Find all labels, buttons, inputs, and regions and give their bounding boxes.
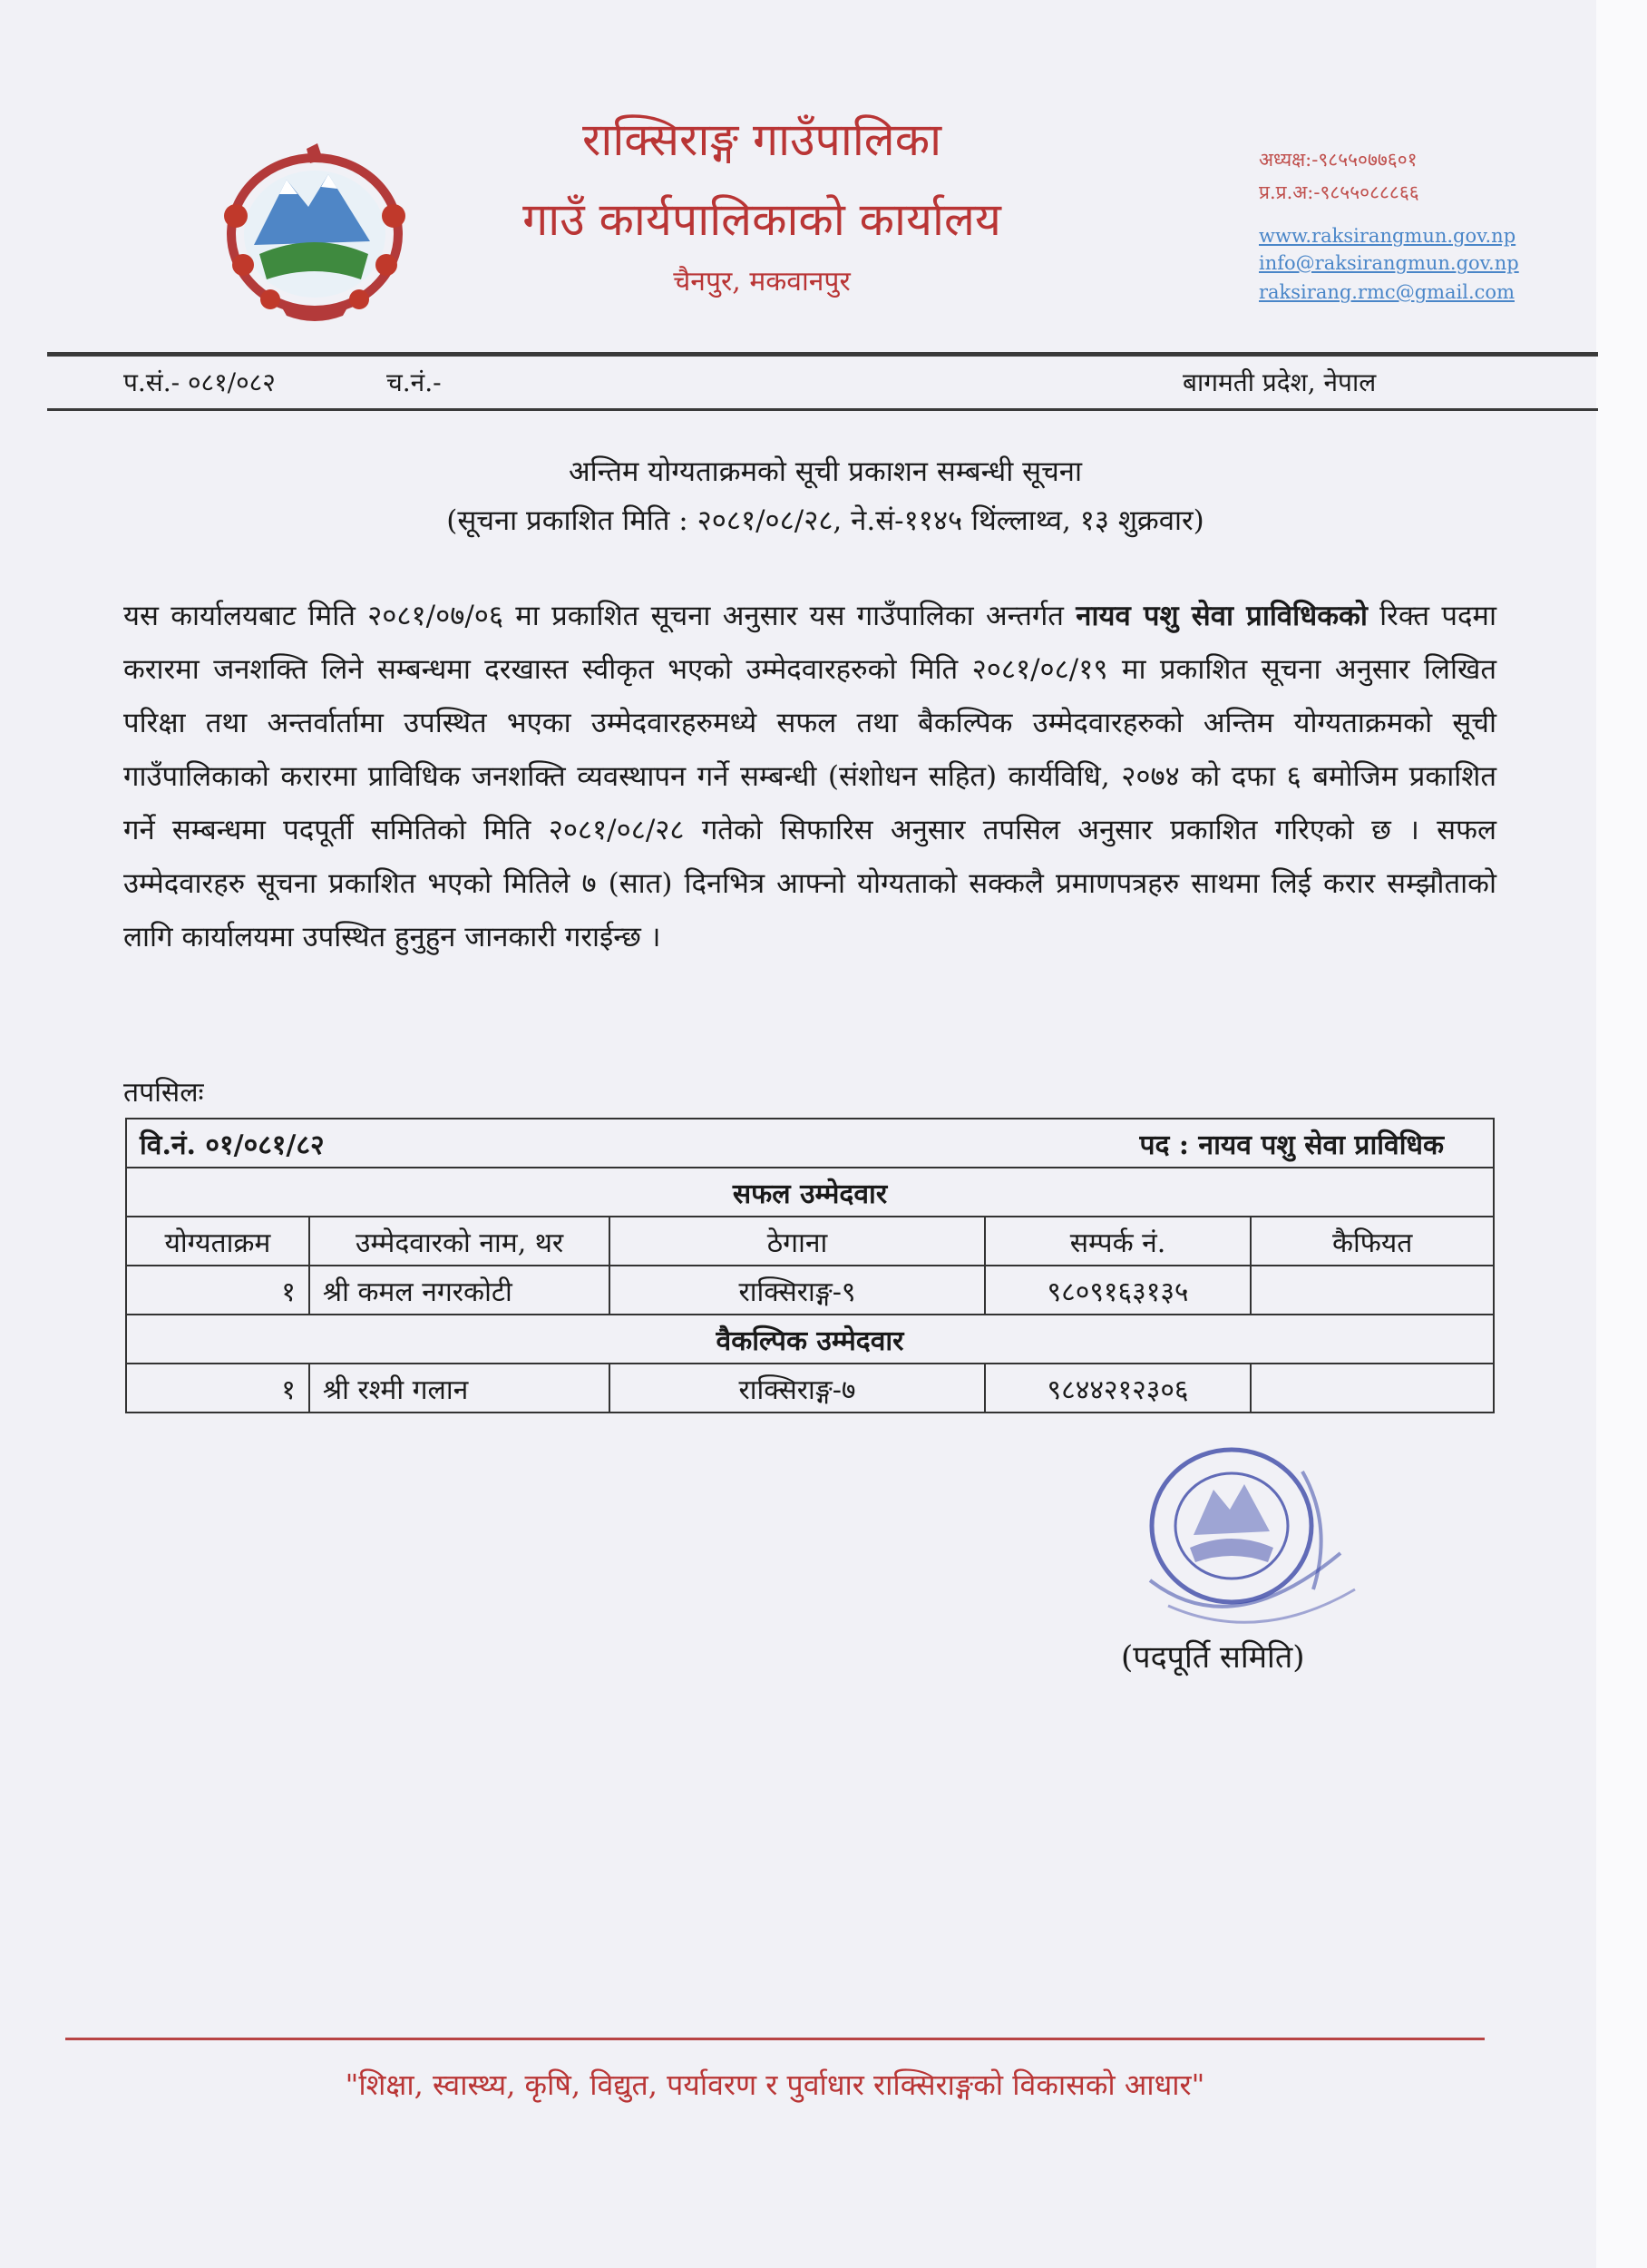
office-name: गाउँ कार्यपालिकाको कार्यालय [522,193,1001,246]
footer-rule [65,2038,1485,2040]
gmail-link[interactable]: raksirang.rmc@gmail.com [1259,281,1515,303]
advertisement-number: वि.नं. ०१/०८१/८२ [140,1129,325,1161]
rank-cell: १ [126,1364,309,1413]
alternate-heading: वैकल्पिक उम्मेदवार [126,1315,1494,1364]
committee-signature: (पदपूर्ति समिति) [1121,1639,1305,1676]
post-name-bold: नायव पशु सेवा प्राविधिकको [1076,600,1368,632]
address-cell: राक्सिराङ्ग-९ [609,1266,984,1315]
col-rank: योग्यताक्रम [126,1217,309,1266]
body-text-1: यस कार्यालयबाट मिति २०८१/०७/०६ मा प्रकाशित सूचना अनुसार यस गाउँपालिका अन्तर्गत [123,600,1077,632]
header-rule-bottom [47,408,1598,411]
footer-motto: "शिक्षा, स्वास्थ्य, कृषि, विद्युत, पर्यावरण र पुर्वाधार राक्सिराङ्गको विकासको आधार" [345,2068,1205,2102]
phone-cell: ९८४४२१२३०६ [985,1364,1252,1413]
province: बागमती प्रदेश, नेपाल [1183,367,1377,397]
table-row [126,1364,1494,1413]
header-rule-top [47,352,1598,357]
official-seal-icon [1132,1435,1359,1644]
column-header-row [126,1217,1494,1266]
remarks-cell [1251,1266,1494,1315]
success-heading-row [126,1168,1494,1217]
candidate-table [125,1118,1495,1413]
address-cell: राक्सिराङ्ग-७ [609,1364,984,1413]
cao-phone: प्र.प्र.अ:-९८५५०८८८६६ [1259,181,1419,203]
body-text-2: रिक्त पदमा करारमा जनशक्ति लिने सम्बन्धमा दरखास्त स्वीकृत भएको उम्मेदवारहरुको मिति २०८१/०८/१९ मा प्रकाशित सूचना अनुसार लिखित परिक्षा तथा अन्तर्वार्तामा उपस्थित भएका उम्मेदवारहरुमध्ये सफल तथा बैकल्पिक उम्मेदवारहरुको अन्तिम योग्यताक्रमको सूची गाउँपालिकाको करारमा प्राविधिक जनशक्ति व्यवस्थापन गर्ने सम्बन्धी (संशोधन सहित) कार्यविधि, २०७४ को दफा ६ बमोजिम प्रकाशित गर्ने सम्बन्धमा पदपूर्ती समितिको मिति २०८१/०८/२८ गतेको सिफारिस अनुसार तपसिल अनुसार प्रकाशित गरिएको छ । सफल उम्मेदवारहरु सूचना प्रकाशित भएको मितिले ७ (सात) दिनभित्र आफ्नो योग्यताको सक्कलै प्रमाणपत्रहरु साथमा लिई करार सम्झौताको लागि कार्यालयमा उपस्थित हुनुहुन जानकारी गराईन्छ । [123,600,1496,953]
notice-title: अन्तिम योग्यताक्रमको सूची प्रकाशन सम्बन्धी सूचना [568,455,1083,488]
col-address: ठेगाना [609,1217,984,1266]
org-name: राक्सिराङ्ग गाउँपालिका [581,113,942,166]
notice-subtitle: (सूचना प्रकाशित मिति : २०८१/०८/२८, ने.सं-११४५ थिंल्लाथ्व, १३ शुक्रवार) [446,504,1204,537]
name-cell: श्री रश्मी गलान [309,1364,610,1413]
tapsil-label: तपसिलः [123,1077,204,1109]
dispatch-number: च.नं.- [386,367,442,397]
table-header-row [126,1119,1494,1168]
notice-body [123,590,1496,964]
col-remarks: कैफियत [1251,1217,1494,1266]
table-row [126,1266,1494,1315]
website-link[interactable]: www.raksirangmun.gov.np [1259,225,1516,247]
address: चैनपुर, मकवानपुर [673,266,851,298]
post-title: पद : नायव पशु सेवा प्राविधिक [1139,1129,1444,1161]
phone-cell: ९८०९१६३१३५ [985,1266,1252,1315]
scan-edge [1596,0,1647,2268]
alternate-heading-row [126,1315,1494,1364]
table-header-cell [126,1119,1494,1168]
fiscal-year: प.सं.- ०८१/०८२ [123,367,276,397]
remarks-cell [1251,1364,1494,1413]
col-name: उम्मेदवारको नाम, थर [309,1217,610,1266]
name-cell: श्री कमल नगरकोटी [309,1266,610,1315]
chair-phone: अध्यक्ष:-९८५५०७७६०१ [1259,149,1418,171]
rank-cell: १ [126,1266,309,1315]
col-phone: सम्पर्क नं. [985,1217,1252,1266]
nepal-emblem-icon [216,143,414,323]
success-heading: सफल उम्मेदवार [126,1168,1494,1217]
email-link[interactable]: info@raksirangmun.gov.np [1259,252,1519,274]
